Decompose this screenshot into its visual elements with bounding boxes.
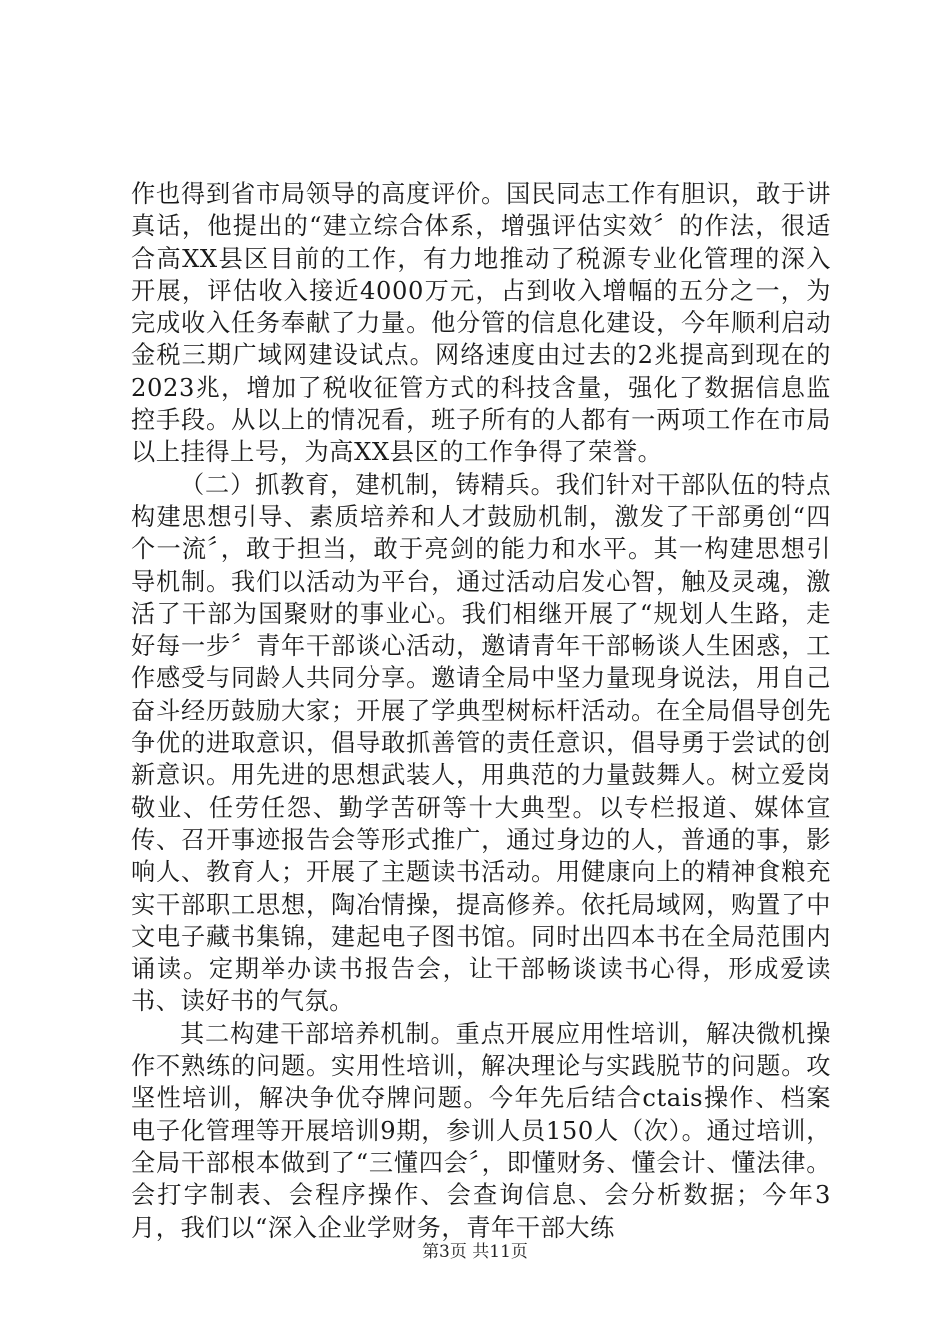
paragraph-1: 作也得到省市局领导的高度评价。国民同志工作有胆识，敢于讲真话，他提出的“建立综合体系，增强评估实效〞的作法，很适合高XX县区目前的工作，有力地推动了税源专业化管理的深入开展，评估收入接近4000万元，占到收入增幅的五分之一，为完成收入任务奉献了力量。他分管的信息化建设，今年顺利启动金税三期广域网建设试点。网络速度由过去的2兆提高到现在的2023兆，增加了税收征管方式的科技含量，强化了数据信息监控手段。从以上的情况看，班子所有的人都有一两项工作在市局以上挂得上号，为高XX县区的工作争得了荣誉。 xyxy=(131,180,831,467)
page-footer: 第3页 共11页 xyxy=(422,1242,528,1262)
paragraph-3: 其二构建干部培养机制。重点开展应用性培训，解决微机操作不熟练的问题。实用性培训，解决理论与实践脱节的问题。攻坚性培训，解决争优夺牌问题。今年先后结合ctais操作、档案电子化管理等开展培训9期，参训人员150人（次）。通过培训，全局干部根本做到了“三懂四会〞，即懂财务、懂会计、懂法律。会打字制表、会程序操作、会查询信息、会分析数据；今年3月，我们以“深入企业学财务，青年干部大练 xyxy=(131,1019,831,1242)
paragraph-2: （二）抓教育，建机制，铸精兵。我们针对干部队伍的特点构建思想引导、素质培养和人才鼓励机制，激发了干部勇创“四个一流〞，敢于担当，敢于亮剑的能力和水平。其一构建思想引导机制。我们以活动为平台，通过活动启发心智，触及灵魂，激活了干部为国聚财的事业心。我们相继开展了“规划人生路，走好每一步〞青年干部谈心活动，邀请青年干部畅谈人生困惑，工作感受与同龄人共同分享。邀请全局中坚力量现身说法，用自己奋斗经历鼓励大家；开展了学典型树标杆活动。在全局倡导创先争优的进取意识，倡导敢抓善管的责任意识，倡导勇于尝试的创新意识。用先进的思想武装人，用典范的力量鼓舞人。树立爱岗敬业、任劳任怨、勤学苦研等十大典型。以专栏报道、媒体宣传、召开事迹报告会等形式推广，通过身边的人，普通的事，影响人、教育人；开展了主题读书活动。用健康向上的精神食粮充实干部职工思想，陶冶情操，提高修养。依托局域网，购置了中文电子藏书集锦，建起电子图书馆。同时出四本书在全局范围内诵读。定期举办读书报告会，让干部畅谈读书心得，形成爱读书、读好书的气氛。 xyxy=(131,470,831,1016)
document-body xyxy=(131,178,831,1244)
